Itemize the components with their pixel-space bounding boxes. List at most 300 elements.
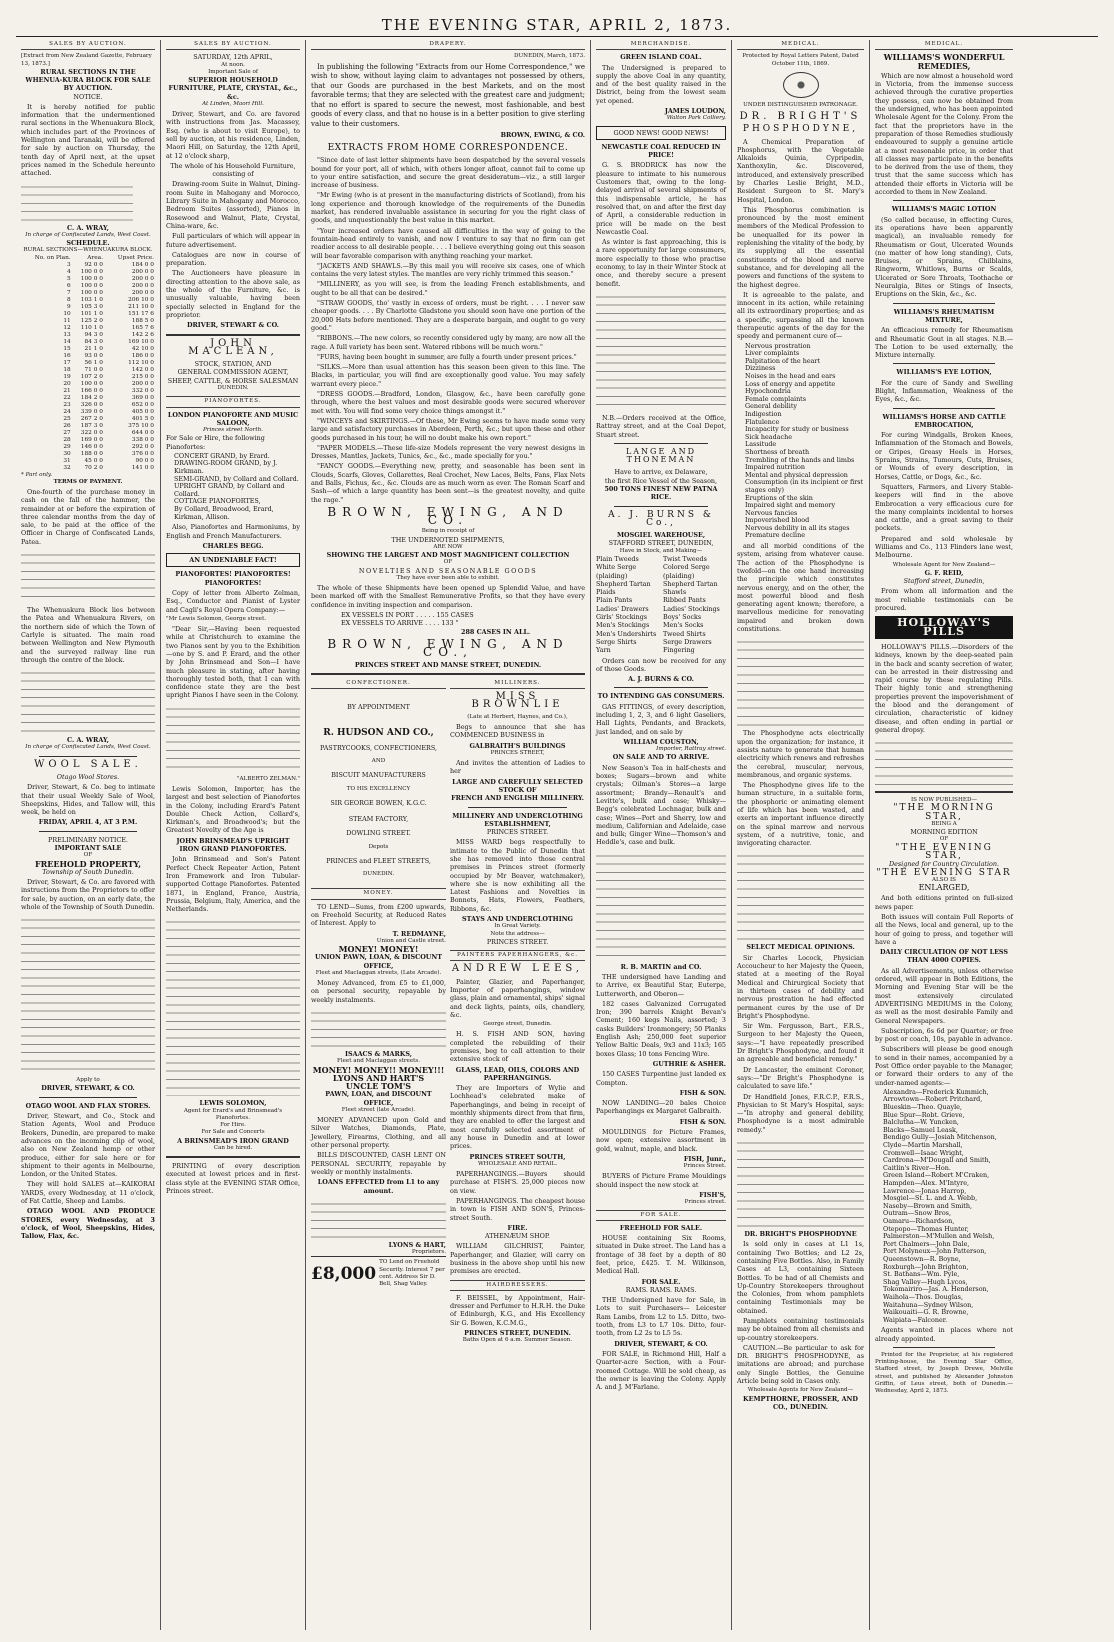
table-cell: 146 0 0: [80, 443, 103, 450]
table-cell: 4: [67, 268, 71, 275]
signature: LYONS & HART,: [388, 1240, 446, 1249]
freehold-heading: FREEHOLD PROPERTY,: [34, 858, 142, 869]
table-cell: 376 0 0: [131, 450, 154, 457]
loan-text: TO Lend on Freehold Security. Interest 7 per cent. Address Sir D. Bell, Shag Valley.: [379, 1259, 445, 1287]
intro-3: It is agreeable to the palate, and innocent in its action, while retaining all its extraordinary properties; and as a specific, surpassing all the known therapeutic agents of the day for the speedy and permanent cure of—: [737, 290, 864, 341]
masthead: THE EVENING STAR, APRIL 2, 1873.: [381, 16, 733, 34]
list-item: Serge Shirts: [596, 637, 637, 646]
list-item: Bendigo Gully—Josiah Mitchenson,: [883, 1133, 997, 1142]
table-cell: 93 0 0: [84, 352, 103, 359]
table-cell: 215 0 0: [131, 373, 154, 380]
hudson-line: PASTRYCOOKS, CONFECTIONERS,: [319, 743, 438, 752]
select-opinions: SELECT MEDICAL OPINIONS.: [746, 943, 855, 952]
column-auction-1: [16, 40, 161, 1630]
table-cell: 100 0 0: [80, 282, 103, 289]
sale-body: Driver, Stewart, and Co. are favored with instructions from Jas. Macassey, Esq. (who is about to visit Europe), to sell by auction, at his residence, Linden, Maori Hill, on Saturday, the 12th April, at 12 o'clock sharp,: [166, 110, 300, 160]
table-cell: 21 1 0: [84, 345, 103, 352]
sale-body-2: The whole of his Household Furniture, consisting of: [170, 161, 296, 179]
text-lines: [311, 1198, 446, 1238]
extracts-heading: EXTRACTS FROM HOME CORRESPONDENCE.: [327, 143, 569, 154]
buyers: BUYERS of Picture Frame Mouldings should inspect the new stock at: [596, 1172, 726, 1189]
table-cell: 206 10 0: [128, 296, 154, 303]
text-lines: [596, 850, 726, 960]
hudson-line: Depots: [368, 843, 389, 850]
london-sale: For Sale or Hire, the following Pianofortes:: [166, 434, 265, 451]
lange-body: Have to arrive, ex Delaware,: [614, 468, 708, 477]
extract: "Mr Ewing (who is at present in the manufacturing districts of Scotland), from his long experience and thorough knowledge of the requirements of the Dunedin market, has rendered invaluable assistance in securing for you the right class of goods, and unquestionably the best value in this market.: [311, 191, 585, 225]
opinion: Dr Handfield Jones, F.R.C.P., F.R.S., Physician to St Mary's Hospital, says:—"In atrophy and general debility, Phosphodyne is a most admirable remedy.": [737, 1092, 864, 1134]
divider: [311, 673, 585, 675]
table-cell: 169 0 0: [80, 436, 103, 443]
subs: Subscription, 6s 6d per Quarter; or free by post or coach, 10s, payable in advance.: [875, 1026, 1013, 1044]
table-row: [21, 283, 155, 290]
gas-heading: TO INTENDING GAS CONSUMERS.: [597, 692, 725, 701]
bec-line: ARE NOW: [433, 543, 463, 550]
shipment-line: EX VESSELS IN PORT . . . . . 155 CASES: [341, 611, 474, 620]
signature: LEWIS SOLOMON,: [199, 1099, 267, 1108]
apply-label: Apply to: [76, 1077, 100, 1084]
table-cell: 6: [67, 282, 71, 289]
table-cell: 184 0 0: [131, 261, 154, 268]
full-particulars: Full particulars of which will appear in future advertisement.: [166, 232, 300, 249]
extract: "SILKS.—More than usual attention has this season been given to this line. The Blacks, in particular, you will find are exceptionally good value. You may safely warrant every piece.": [311, 363, 585, 388]
signature: FISH & SON.: [679, 1117, 726, 1126]
table-cell: 100 0 0: [80, 275, 103, 282]
caution: CAUTION.—Be particular to ask for DR. BRIGHT'S PHOSPHODYNE, as imitations are abroad; and purchase only Single Bottles, the Genuine Article being sold in Cases only.: [737, 1343, 864, 1386]
section-header: MILLINERS.: [450, 679, 585, 689]
list-item: Palmerston—M'Mullen and Welsh,: [883, 1232, 995, 1241]
also-is: ALSO IS: [932, 876, 956, 883]
list-item: Dizziness: [745, 364, 776, 373]
on-sale-body: New Season's Tea in half-chests and boxes; Sugars—brown and white crystals; Oilman's Stores—a large assortment; Brandy—Renault's and Levitte's, bulk and case; Whisky—Begg's celebrated Lochnagar, bulk and case; Wines—Port and Sherry, low and medium, Californian and Adelaide, case and bulk; Ginger Wine—Thomson's and Heddle's, case and bulk.: [596, 763, 726, 847]
list-item: COTTAGE PIANOFORTES,: [174, 497, 261, 506]
table-cell: 169 10 0: [128, 338, 154, 345]
signature: DRIVER, STEWART & CO.: [186, 321, 280, 330]
eye-body: For the cure of Sandy and Swelling Blight, Inflammation, Weakness of the Eyes, &c., &c.: [875, 378, 1013, 404]
list-item: Clyde—Martin Marshall,: [883, 1141, 963, 1150]
text-lines: [166, 703, 300, 773]
list-item: Arrowtown—Robert Pritchard,: [883, 1095, 983, 1104]
section-header: PIANOFORTES.: [166, 396, 300, 407]
house: HOUSE containing Six Rooms, situated in Duke street. The Land has a frontage of 38 feet by a depth of 80 feet, price, £425. T. M. Wilkinson, Medical Hall.: [596, 1234, 726, 1276]
table-row: [21, 332, 155, 339]
french-millinery: FRENCH AND ENGLISH MILLINERY.: [451, 794, 584, 803]
hudson-line: TO HIS EXCELLENCY: [346, 785, 411, 792]
extract: "DRESS GOODS.—Bradford, London, Glasgow, &c., have been carefully gone through, where the best values and most desirable goods were secured wherever met with. You will find some very choice things amongst it.": [311, 390, 585, 415]
signature-sub: Walton Park Colliery.: [666, 115, 726, 122]
paper-ad: PAPERHANGINGS.—Buyers should purchase at FISH'S. 25,000 pieces now on view.: [450, 1170, 585, 1195]
column-medical-2: [870, 40, 1018, 1630]
column-drapery: [306, 40, 591, 1630]
divider: [614, 506, 708, 507]
goods-list: [596, 555, 726, 655]
magic-heading: WILLIAMS'S MAGIC LOTION: [891, 205, 997, 214]
table-cell: 652 0 0: [131, 401, 154, 408]
table-cell: 292 0 0: [131, 443, 154, 450]
signature-sub: Princes Street.: [683, 1163, 726, 1170]
hire: For Hire.: [220, 1122, 246, 1129]
subs-2: Subscribers will please be good enough to send in their names, accompanied by a Post Office order payable to the Manager, or forward their orders to any of the under-named agents:—: [875, 1045, 1013, 1087]
list-item: Port Molyneux—John Patterson,: [883, 1247, 987, 1256]
green-island-body: The Undersigned is prepared to supply the above Coal in any quantity, and of the best quality raised in the District, being from the lowest seam yet opened.: [596, 63, 726, 105]
table-row: [21, 409, 155, 416]
turpentine: 150 CASES Turpentine just landed ex Compton.: [596, 1070, 726, 1087]
list-item: Eruptions of the skin: [745, 493, 813, 502]
signature-sub: Importer, Rattray street.: [656, 746, 726, 753]
maclean-line: DUNEDIN.: [217, 385, 249, 391]
table-cell: 184 2 0: [80, 394, 103, 401]
extract: "Your increased orders have caused all difficulties in the way of going to the fountain-head entirely to vanish, and now I venture to say that no firm can get readier access to all desirable people. . . . I believe everything going out this season will bear favorable comparison with anything reaching your market.: [311, 226, 585, 260]
table-cell: 18: [63, 366, 71, 373]
williams-heading: WILLIAMS'S WONDERFUL REMEDIES,: [883, 52, 1005, 71]
list-item: Balclutha—W. Yuncken,: [883, 1118, 959, 1127]
kempthorne: KEMPTHORNE, PROSSER, AND CO., DUNEDIN.: [743, 1394, 858, 1411]
horse-body: For curing Windgalls, Broken Knees, Inflammation of the Stomach and Bowels, or Gripes, Greasy Heels in Horses, Sprains, Strains, Tumours, Cuts, Bruises, or Wounds of every description, in Horses, Cattle, or Dogs, &c., &c.: [875, 431, 1013, 481]
undersigned-list: 182 cases Galvanized Corrugated Iron; 390 barrels Knight Bevan's Cement; 160 kegs Nails, assorted; 3 casks Builders' Ironmongery; 50 Planks English Ash; 250,000 feet superior Yellow Baltic Deals, 9x3 and 11x3; 165 boxes Glass; 10 tons Fencing Wire.: [596, 999, 726, 1058]
union-sub: Fleet and Maclaggan streets, (Late Arcade).: [315, 969, 442, 976]
extract: "FANCY GOODS.—Everything new, pretty, and seasonable has been sent in Clouds, Scarfs, Gloves, Collarettes, Real Crochet, New Laces, Belts, Fans, Flax Nets and Balls, Fichus, &c., &c. Clouds are as much worn as ever. The Roman Scarf and Sash—of which a large quantity has been sent—is the greatest novelty, and quite the rage.": [311, 462, 585, 504]
fish-body: They are Importers of Wylie and Lochhead's celebrated make of Paperhangings, and being in receipt of monthly shipments direct from that firm, they are enabled to offer the largest and most carefully selected assortment of any house in Dunedin and at lower prices.: [450, 1084, 585, 1151]
divider: [893, 408, 995, 409]
extract: "Since date of last letter shipments have been despatched by the several vessels bound for your port, all of which, with others longer afloat, cannot fail to come up to your entire satisfaction, and secure the great desideratum—viz., a still larger increase of business.: [311, 156, 585, 190]
brinsmead-heading: JOHN BRINSMEAD'S UPRIGHT IRON GRAND PIANOFORTES.: [176, 836, 290, 854]
table-cell: 28: [63, 436, 71, 443]
body-1: and all morbid conditions of the system, arising from whatever cause. The action of the Phosphodyne is twofold—on the one hand increasing the principle which constitutes nervous energy, and on the other, the most powerful blood and flesh generating agent known; therefore, a marvellous medicine for renovating impaired and broken down constitutions.: [737, 542, 864, 634]
rheum-body: An efficacious remedy for Rheumatism and Rheumatic Gout in all stages. N.B.—The Lotion to be used externally, the Mixture internally.: [875, 326, 1013, 360]
mosgiel: MOSGIEL WAREHOUSE,: [616, 531, 706, 540]
list-item: Sick headache: [745, 432, 792, 441]
table-row: [21, 318, 155, 325]
notice-body: It is hereby notified for public information that the undermentioned rural sections in the Whenuakura Block, which includes part of the Provinces of Wellington and Taranaki, will be offered for sale by auction on Thursday, the tenth day of April next, at the upset prices named in the Schedule hereunto attached.: [21, 102, 155, 178]
green-island-heading: GREEN ISLAND COAL.: [620, 53, 702, 62]
signature-title: In charge of Confiscated Lands, West Coast.: [25, 231, 151, 238]
stays: STAYS AND UNDERCLOTHING: [462, 915, 573, 924]
list-item: DRAWING-ROOM GRAND, by J. Kirkman.: [174, 459, 278, 476]
table-row: [21, 297, 155, 304]
table-cell: 105 3 0: [80, 303, 103, 310]
reid-info: From whom all information and the most reliable testimonials can be procured.: [875, 587, 1013, 613]
beissel: F. BEISSEL, by Appointment, Hair-dresser and Perfumer to H.R.H. the Duke of Edinburgh, K.G., and His Excellency Sir G. Bowen, K.C.M.G.,: [450, 1293, 585, 1327]
signature: R. B. MARTIN and CO.: [620, 962, 702, 971]
loan-amount: £8,000: [311, 1263, 377, 1284]
table-cell: 332 0 0: [131, 387, 154, 394]
brinsmead-iron: A BRINSMEAD'S IRON GRAND: [177, 1136, 289, 1145]
masthead-rule: [16, 36, 1098, 37]
lees-body: Painter, Glazier, and Paperhanger, Importer of paperhangings, window glass, plain and ornamental, ships' signal and deck lights, paints, oils, chandlery, &c.: [450, 977, 585, 1019]
squatters: Squatters, Farmers, and Livery Stable-keepers will find in the above Embrocation a very efficacious cure for the many complaints incidental to horses and cattle, and a great saving to their pockets.: [875, 482, 1013, 533]
table-cell: 100 0 0: [80, 289, 103, 296]
table-cell: 112 10 0: [128, 359, 154, 366]
rheum-heading: WILLIAMS'S RHEUMATISM MIXTURE,: [893, 307, 995, 324]
footnote: * Part only.: [21, 471, 53, 478]
table-cell: 103 1 0: [80, 296, 103, 303]
table-cell: 125 2 0: [80, 317, 103, 324]
list-item: Shepherd Tartan Shawls: [663, 579, 718, 597]
pawn-sub: Fleet street (late Arcade).: [341, 1106, 416, 1113]
brinsmead-body: John Brinsmead and Son's Patent Perfect Check Repeater Action, Patent Iron Framework and Iron Tubular-supported Cottage Pianofortes. Patented 1871, in England, France, Austria, Prussia, Belgium, Italy, America, and the Netherlands.: [166, 855, 300, 914]
text-lines: [166, 916, 300, 1096]
extract: "STRAW GOODS, tho' vastly in excess of orders, must be right. . . . I never saw cheaper goods. . . . By Charlotte Gladstone you should soon have one portion of the 20,000 Hats before mentioned. They are a desperate bargain, and ought to go very good.": [311, 299, 585, 332]
table-cell: 16: [63, 352, 71, 359]
reid-address: Stafford street, Dunedin,: [903, 577, 985, 586]
column-medical-1: [732, 40, 870, 1630]
table-cell: 9: [67, 303, 71, 310]
table-cell: 644 0 0: [131, 429, 154, 436]
divider: [166, 334, 300, 336]
bec-body: The whole of these Shipments have been opened up Splendid Value, and have been marked off with the Smallest Remunerative Profits, so that they have every confidence in inviting inspection and comparison.: [311, 584, 585, 609]
maclean-heading: JOHN MACLEAN,: [188, 337, 278, 357]
good-news: GOOD NEWS! GOOD NEWS!: [596, 126, 726, 140]
sale-time: At noon.: [221, 61, 245, 68]
list-item: Men's Stockings: [596, 621, 650, 630]
list-item: CONCERT GRAND, by Erard.: [174, 451, 270, 460]
list-item: Trembling of the hands and limbs: [745, 455, 855, 464]
list-item: Consumption (in its incipient or first stages only): [745, 478, 864, 494]
money-heading: MONEY! MONEY!! MONEY!!!: [312, 1064, 445, 1075]
table-cell: 11: [63, 317, 71, 324]
list-item: Queenstown—R. Boyne,: [883, 1254, 961, 1263]
list-item: SEMI-GRAND, by Collard and Collard.: [174, 474, 299, 483]
intro-2: This Phosphorus combination is pronounced by the most eminent members of the Medical Profession to be unequalled for its power in replenishing the vitality of the body, by its supplying all the essential constituents of the blood and nerve substance, and for developing all the powers and functions of the system to the highest degree.: [737, 205, 864, 289]
table-row: [21, 395, 155, 402]
dsc-body: Driver, Stewart, & Co. are favored with instructions from the Proprietors to offer for sale, by auction, on an early date, the whole of the Township of South Dunedin.: [21, 878, 155, 911]
table-cell: 200 0 0: [131, 289, 154, 296]
bec-line: SHOWING THE LARGEST AND MOST MAGNIFICENT COLLECTION: [326, 551, 570, 560]
list-item: Boys' Socks: [663, 613, 702, 622]
maclean-line: SHEEP, CATTLE, & HORSE SALESMAN: [167, 376, 299, 385]
text-lines: [737, 1137, 864, 1227]
daily-circulation: DAILY CIRCULATION OF NOT LESS THAN 4000 COPIES.: [879, 948, 1009, 965]
horse-heading: WILLIAMS'S HORSE AND CATTLE EMBROCATION,: [882, 412, 1006, 429]
column-header: SALES BY AUCTION.: [21, 40, 155, 50]
column-header: MERCHANDISE.: [596, 40, 726, 50]
column-header: SALES BY AUCTION.: [166, 40, 300, 50]
sale-date: SATURDAY, 12th APRIL,: [193, 53, 273, 62]
lange-body-2: the first Rice Vessel of the Season,: [604, 476, 718, 485]
agents-note: Agents wanted in places where not already appointed.: [875, 1326, 1013, 1343]
list-item: Roxburgh—John Brighton,: [883, 1262, 969, 1271]
extract: "JACKETS AND SHAWLS.—By this mail you will receive six cases, one of which contains the very latest styles. The mantles are very richly trimmed this season.": [311, 261, 585, 279]
list-item: Tokomairiro—Jas. A. Henderson,: [883, 1285, 989, 1294]
signature: WILLIAM COUSTON,: [623, 737, 699, 746]
table-cell: 25: [63, 415, 71, 422]
signature: FISH, Junr.,: [683, 1154, 726, 1163]
list-item: Ribbed Pants: [663, 596, 706, 605]
table-cell: 200 0 0: [131, 380, 154, 387]
hudson-line: SIR GEORGE BOWEN, K.G.C.: [330, 798, 427, 807]
morning-edition: MORNING EDITION: [910, 828, 978, 837]
terms-body-2: The Whenuakura Block lies between the Patea and Whenuakura Rivers, on the northern side of which the Town of Carlyle is situated. The main road between Wellington and New Plymouth and the surveyed railway line run through the centre of the block.: [21, 606, 155, 664]
stafford: STAFFORD STREET, DUNEDIN,: [608, 539, 714, 548]
table-row: [21, 346, 155, 353]
table-cell: 19: [63, 373, 71, 380]
list-item: Tweed Shirts: [663, 629, 706, 638]
list-item: Girls' Stockings: [596, 613, 648, 622]
zelman-to: "Mr Lewis Solomon, George street.: [166, 615, 267, 622]
list-item: Oamaru—Richardson,: [883, 1216, 955, 1225]
text-lines: [737, 850, 864, 940]
brownlie-body-2: And invites the attention of Ladies to her: [450, 759, 585, 776]
list-item: Men's Socks: [663, 621, 704, 630]
magic-body: (So called because, in effecting Cures, its operations have been apparently magical), an invaluable remedy for Rheumatism or Gout, Ulcerated Wounds (no matter of how long standing), Cuts, Bruises, or Sprains, Chilblains, Ringworm, Whitlows, Burns or Scalds, Ulcerated or Sore Throats, Toothache or Neuralgia, Bites or Stings of Insects, Eruptions on the Skin, &c., &c.: [875, 215, 1013, 299]
lower-columns: [311, 679, 585, 1345]
list-item: White Serge (plaiding): [596, 563, 637, 580]
intro: In publishing the following "Extracts from our Home Correspondence," we wish to show, without laying claim to advantages not possessed by others, that our Goods are purchased in the best Markets, and on the most favorable terms; that they are selected with the greatest care and judgment; that no effort is spared to secure the newest, most fashionable, and best goods of every class, and that no house is in a better position to give sterling value to their customers.: [311, 62, 585, 128]
signature: A. J. BURNS & CO.: [628, 675, 694, 684]
phospho-heading: PHOSPHODYNE,: [742, 124, 859, 135]
designed: Designed for Country Circulation.: [888, 860, 1000, 869]
list-item: Yarn: [596, 646, 611, 655]
fire-heading: FIRE.: [507, 1223, 528, 1232]
table-cell: 84 3 0: [84, 338, 103, 345]
signature-sub: Princes street.: [684, 1199, 726, 1206]
list-item: Shepherd Tartan Plaids: [596, 579, 651, 597]
list-item: Nervous fancies: [745, 508, 798, 517]
beissel-address: PRINCES STREET, DUNEDIN.: [464, 1329, 571, 1338]
list-item: Ladies' Drawers: [596, 604, 649, 613]
list-item: Shortness of breath: [745, 447, 810, 456]
undersigned: THE undersigned have Landing and to Arrive, ex Beautiful Star, Euterpe, Lutterworth, and Oberon—: [596, 972, 726, 998]
list-item: Cardrona—M'Dougall and Smith,: [883, 1156, 991, 1165]
table-cell: 141 0 0: [131, 464, 154, 471]
table-cell: 13: [63, 331, 71, 338]
list-item: Ladies' Stockings: [663, 604, 720, 613]
table-row: [21, 416, 155, 423]
solomon-body: Lewis Solomon, Importer, has the largest and best selection of Pianofortes in the Colony, including Erard's Patent Double Check Action, Collard's, Kirkman's, and Broadwood's; but the Greatest Novelty of the Age is: [166, 784, 300, 835]
table-header: Area.: [87, 254, 103, 261]
eye-heading: WILLIAMS'S EYE LOTION,: [896, 368, 992, 377]
divider: [39, 756, 137, 757]
divider: [614, 443, 708, 444]
opinion: Sir Charles Locock, Physician Accoucheur to her Majesty the Queen, stated at a meeting of the Royal Medical and Chirurgical Society that in thirteen cases of debility and nervous prostration he had effected permanent cures by the use of Dr Bright's Phosphodyne.: [737, 953, 864, 1020]
table-row: [21, 339, 155, 346]
table-row: [21, 367, 155, 374]
of-label: OF: [83, 852, 93, 859]
list-item: Fingering: [663, 646, 695, 655]
table-row: [21, 353, 155, 360]
text-lines: [737, 636, 864, 726]
enlarged: ENLARGED,: [918, 883, 970, 893]
table-cell: 101 1 0: [80, 310, 103, 317]
hudson-line: AND: [371, 758, 386, 765]
ailments-list: [745, 343, 864, 540]
extract: "RIBBONS.—The new colors, so recently considered ugly by many, are now all the rage. A full variety has been sent. Watered ribbons will be much worn.": [311, 334, 585, 351]
table-cell: 151 17 6: [128, 310, 154, 317]
hudson-line: STEAM FACTORY,: [348, 815, 409, 824]
morning-star: "THE MORNING STAR,: [893, 803, 995, 822]
divider: [39, 831, 137, 832]
text-lines: [21, 549, 155, 603]
extract: "WINCEYS and SKIRTINGS.—Of these, Mr Ewing seems to have made some very large and satisfactory purchases in Aberdeen, Perth, &c.; but upon these and other goods purchased in his tour, he will no doubt make his own report.": [311, 416, 585, 442]
section-header: PAINTERS PAPERHANGERS, &c.: [450, 950, 585, 961]
table-cell: 200 0 0: [131, 282, 154, 289]
gas-body: GAS FITTINGS, of every description, including 1, 2, 3, and 6 light Gaseliers, Hall Lights, Pendants, and Brackets, just landed, and on sale by: [596, 702, 726, 736]
table-cell: 3: [67, 261, 71, 268]
list-item: Impaired sight and memory: [745, 501, 836, 510]
township: Township of South Dunedin.: [42, 867, 134, 876]
wool-sale-heading: WOOL SALE.: [34, 758, 142, 770]
money-heading: MONEY! MONEY!: [338, 944, 419, 955]
richmond: FOR SALE, in Richmond Hill, Half a Quarter-acre Section, with a Four-roomed Cottage. Will be sold cheap, as the owner is leaving the Colony. Apply A. and J. M'Farlane.: [596, 1349, 726, 1392]
list-item: Waipiata—Falconer.: [883, 1315, 948, 1324]
bec-line: They have ever been able to exhibit.: [396, 574, 500, 581]
table-row: [21, 374, 155, 381]
section-header: HAIRDRESSERS.: [450, 1280, 585, 1291]
signature: ISAACS & MARKS,: [345, 1050, 412, 1058]
sold: Is sold only in cases at L1 1s, containing Two Bottles; and L2 2s, containing Five Bottles. Also, in Family Cases at L3, containing Sixteen Bottles. To be had of all Chemists and Up-Country Storekeepers throughout the Colonies, from whom pamphlets containing Testimonials may be obtained.: [737, 1240, 864, 1315]
list-item: Impoverished blood: [745, 516, 810, 525]
table-row: [21, 290, 155, 297]
table-cell: 188 5 0: [131, 317, 154, 324]
list-item: Incapacity for study or business: [745, 425, 849, 434]
list-item: Mosgiel—St. L. and A. Webb,: [883, 1194, 978, 1203]
union-body: Money Advanced, from £5 to £1,000, on personal security, repayable by weekly instalments.: [311, 979, 446, 1004]
text-lines: [21, 914, 155, 1074]
table-row: [21, 451, 155, 458]
goods-list-right: [663, 555, 726, 655]
signature: DRIVER, STEWART, & CO.: [614, 1339, 708, 1348]
signature-sub: Agent for Erard's and Brinsmead's Pianofortes.: [183, 1107, 283, 1121]
extract: "PAPER MODELS.—These life-size Models represent the very newest designs in Dresses, Mantles, Jackets, Tunics, &c., &c., made specially for you.": [311, 443, 585, 461]
brownlie-body: Begs to announce that she has COMMENCED BUSINESS in: [450, 722, 585, 740]
lange-heading: LANGE AND THONEMAN: [625, 446, 697, 465]
prepared: Prepared and sold wholesale by Williams and Co., 113 Flinders lane west, Melbourne.: [875, 534, 1013, 560]
list-item: St. Bathans—Wm. Pyle,: [883, 1270, 960, 1279]
hudson-line: PRINCES and FLEET STREETS,: [326, 856, 431, 865]
prelim-notice: PRELIMINARY NOTICE.: [48, 835, 128, 844]
list-item: Serge Drawers: [663, 637, 712, 646]
concerts: For Sale and Concerts: [201, 1129, 265, 1136]
holloway-banner: HOLLOWAY'S PILLS: [875, 616, 1013, 639]
list-item: Port Chalmers—John Dale,: [883, 1239, 970, 1248]
galbraith-sub: PRINCES STREET,: [490, 749, 545, 756]
paper-ad-2: PAPERHANGINGS. The cheapest house in town is FISH AND SON'S, Princes-street South.: [450, 1196, 585, 1222]
table-cell: 188 0 0: [80, 450, 103, 457]
list-item: Alexandra—Frederick Kummich,: [883, 1087, 989, 1096]
columns: [16, 40, 1098, 1630]
list-item: Female complaints: [745, 394, 807, 403]
pawn-heading: PAWN, LOAN, and DISCOUNT OFFICE,: [325, 1090, 432, 1107]
opinion: Dr Lancaster, the eminent Coroner, says:—"Dr Bright's Phosphodyne is calculated to save life.": [737, 1065, 864, 1091]
table-cell: 94 3 0: [84, 331, 103, 338]
table-cell: 200 0 0: [131, 275, 154, 282]
table-cell: 15: [63, 345, 71, 352]
extract: "FURS, having been bought in summer, are fully a fourth under present prices.": [317, 352, 577, 361]
kaikorai: They will hold SALES at—KAIKORAI YARDS, every Wednesday, at 11 o'clock, of Fat Cattle, Sheep and Lambs.: [21, 1180, 155, 1206]
lower-left: [311, 679, 446, 1345]
list-item: By Collard, Broadwood, Erard, Kirkman, Allison.: [174, 505, 274, 521]
list-item: Palpitation of the heart: [745, 356, 821, 365]
bec-heading: BROWN, EWING, AND CO.: [327, 504, 569, 528]
table-cell: 267 2 0: [80, 415, 103, 422]
signature-sub: Proprietors.: [411, 1249, 446, 1256]
note-address: Note the address—: [490, 930, 545, 937]
large-stock: LARGE AND CAREFULLY SELECTED STOCK OF: [452, 777, 583, 794]
table-cell: 107 2 0: [80, 373, 103, 380]
both: And both editions printed on full-sized news paper.: [875, 894, 1013, 911]
list-item: UPRIGHT GRAND, by Collard and Collard.: [174, 482, 285, 498]
table-cell: 110 1 0: [80, 324, 103, 331]
table-cell: 29: [63, 443, 71, 450]
agents-list: [883, 1089, 1013, 1324]
list-item: Nervous prostration: [745, 341, 811, 350]
list-item: General debility: [745, 402, 797, 411]
divider: [468, 807, 567, 808]
princes-street-2: PRINCES STREET.: [486, 937, 549, 946]
brownlie-sub: (Late at Herbert, Haynes, and Co.),: [467, 713, 568, 720]
auctioneers-note: The Auctioneers have pleasure in directing attention to the above sale, as the whole of the Furniture, &c. is unusually valuable, having been specially selected in England for the proprietor.: [166, 269, 300, 319]
williams-body: Which are now almost a household word in Victoria, from the immense success achieved through the curative properties they possess, can now be obtained from the undersigned, who has been appointed Wholesale Agent for the Colony. From the fact that the proprietors have in the preparation of those Remedies studiously endeavoured to supply a genuine article at a most reasonable price, in order that all classes may participate in the benefits to be derived from the use of them, they trust that the same success which has attended their efforts in Victoria will be accorded to them in New Zealand.: [875, 71, 1013, 197]
